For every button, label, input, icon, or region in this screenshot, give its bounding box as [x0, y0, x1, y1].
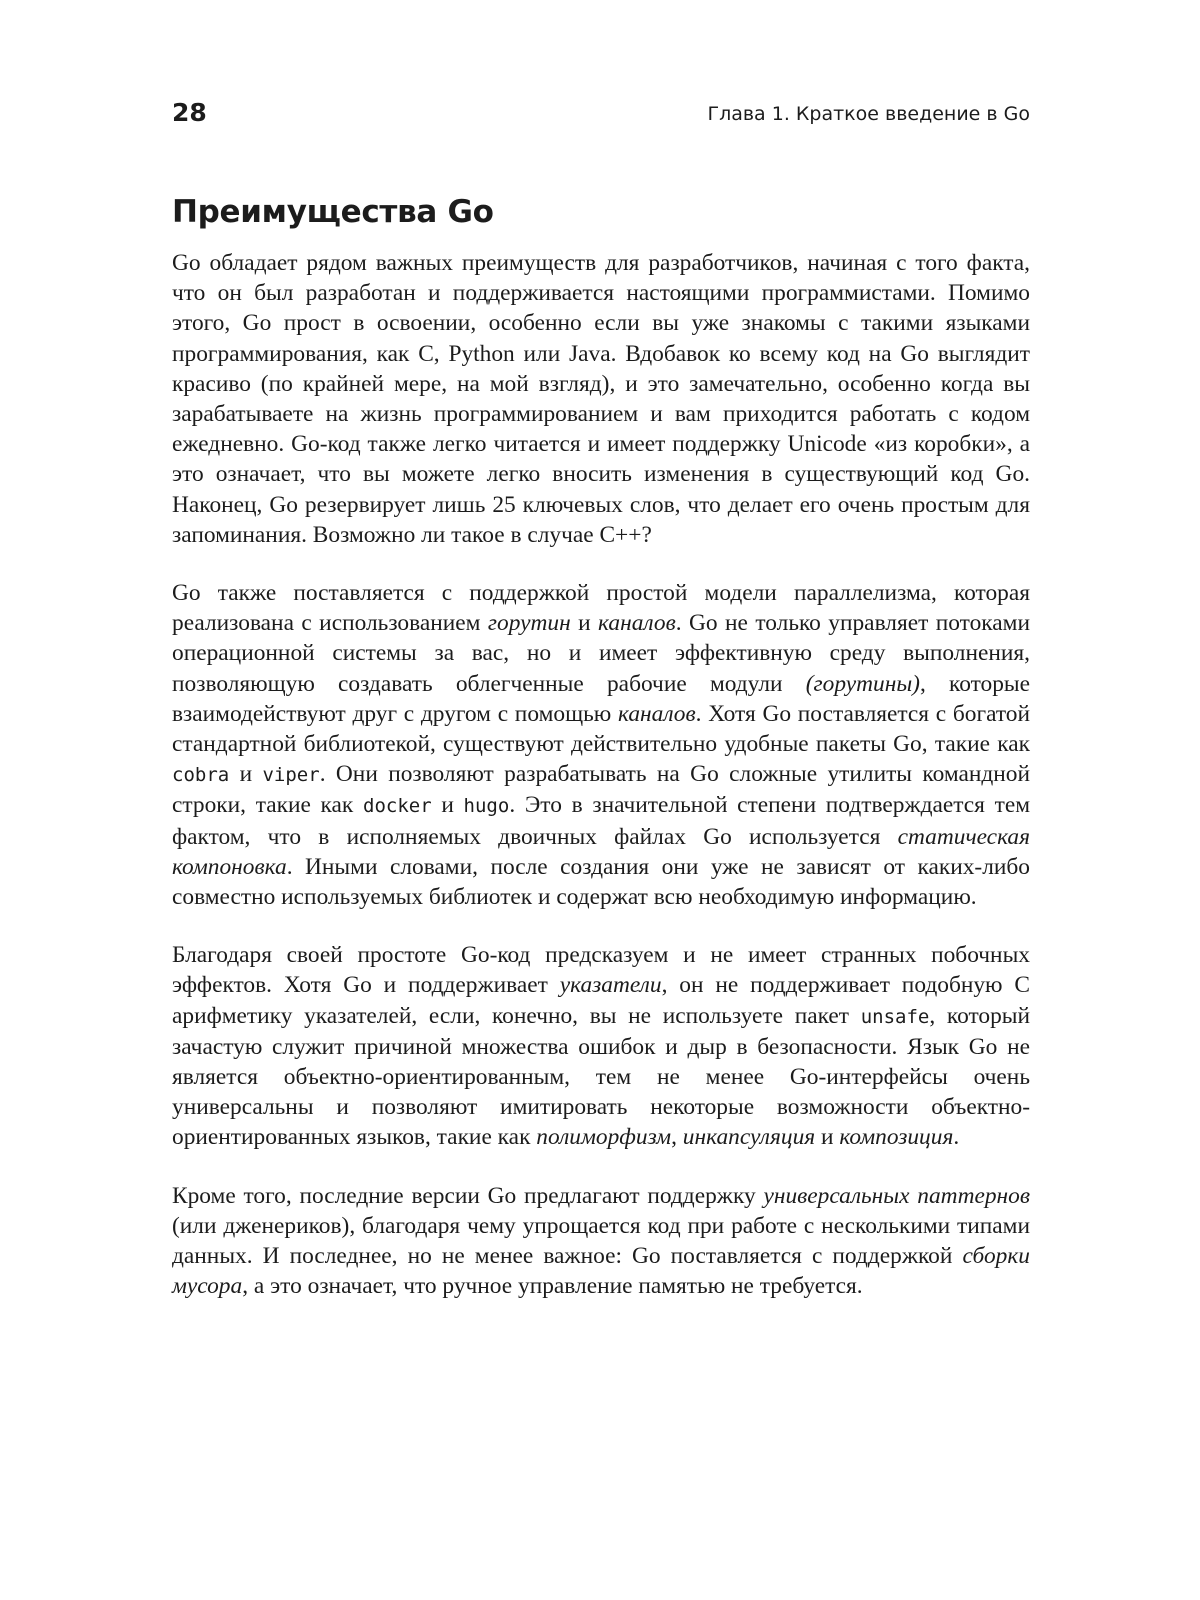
- chapter-title: Глава 1. Краткое введение в Go: [707, 103, 1030, 125]
- code-term: viper: [262, 764, 320, 787]
- text-run: Благодаря своей простоте Go-код предсказуем и не имеет странных побочных эффектов. Хотя Go и поддерживает: [172, 942, 1030, 999]
- italic-term: каналов: [617, 700, 696, 727]
- text-run: .: [953, 1124, 960, 1151]
- italic-term: (горутины): [805, 670, 920, 697]
- paragraph-1: [172, 248, 1030, 550]
- text-run: и: [815, 1124, 840, 1151]
- text-run: . Хотя Go поставляется с богатой стандартной библиотекой, существуют действительно удобные пакеты Go, такие как: [172, 700, 1030, 758]
- paragraph-3: [172, 940, 1030, 1152]
- text-run: . Они позволяют разрабатывать на Go сложные утилиты командной строки, такие как: [172, 761, 1031, 819]
- italic-term: каналов: [598, 610, 676, 637]
- text-run: . Иными словами, после создания они уже не зависят от каких-либо совместно используемых библиотек и содержат всю необходимую информацию.: [172, 853, 1030, 911]
- italic-term: указатели: [559, 972, 662, 999]
- italic-term: универсальных паттернов: [763, 1182, 1030, 1209]
- code-term: hugo: [463, 795, 510, 818]
- italic-term: полиморфизм: [536, 1124, 672, 1151]
- italic-term: композиция: [839, 1124, 954, 1151]
- italic-term: инкапсуляция: [682, 1124, 816, 1151]
- text-run: и: [570, 610, 599, 637]
- text-run: Go также поставляется с поддержкой простой модели параллелизма, которая реализована с использованием: [172, 580, 1030, 637]
- text-run: , он не поддерживает подобную C арифметику указателей, если, конечно, вы не используете пакет: [172, 972, 1030, 1029]
- text-run: и: [431, 792, 464, 819]
- running-header: [172, 98, 1030, 138]
- paragraph-2: [172, 578, 1030, 912]
- section-heading: Преимущества Go: [172, 194, 494, 230]
- italic-term: горутин: [487, 610, 571, 637]
- code-term: cobra: [172, 764, 230, 787]
- text-run: ,: [671, 1124, 683, 1151]
- italic-term: сборки мусора: [172, 1243, 1030, 1300]
- paragraph-4: [172, 1181, 1030, 1302]
- italic-term: статическая компоновка: [172, 823, 1030, 880]
- code-term: docker: [363, 795, 432, 818]
- text-run: , который зачастую служит причиной множества ошибок и дыр в безопасности. Язык Go не является объектно-ориентированным, тем не менее Go-интерфейсы очень универсальны и позволяют имитировать некоторые возможности объектно-ориентированных языков, такие как: [172, 1002, 1031, 1151]
- code-term: unsafe: [860, 1005, 930, 1028]
- text-run: , а это означает, что ручное управление памятью не требуется.: [242, 1273, 863, 1300]
- text-run: . Это в значительной степени подтверждается тем фактом, что в исполняемых двоичных файлах Go используется: [172, 792, 1030, 850]
- text-run: Go обладает рядом важных преимуществ для разработчиков, начиная с того факта, что он был разработан и поддерживается настоящими программистами. Помимо этого, Go прост в освоении, особенно если вы уже знакомы с такими языками программирования, как C, Python или Java. Вдобавок ко всему код на Go выглядит красиво (по крайней мере, на мой взгляд), и это замечательно, особенно когда вы зарабатываете на жизнь программированием и вам приходится работать с кодом ежедневно. Go-код также легко читается и имеет поддержку Unicode «из коробки», а это означает, что вы можете легко вносить изменения в существующий код Go. Наконец, Go резервирует лишь 25 ключевых слов, что делает его очень простым для запоминания. Возможно ли такое в случае C++?: [172, 250, 1030, 548]
- text-run: , которые взаимодействуют друг с другом с помощью: [172, 670, 1030, 727]
- body-text: [172, 248, 1030, 1330]
- text-run: и: [229, 761, 263, 788]
- text-run: Кроме того, последние версии Go предлагают поддержку: [172, 1182, 764, 1209]
- text-run: (или дженериков), благодаря чему упрощается код при работе с несколькими типами данных. И последнее, но не менее важное: Go поставляется с поддержкой: [172, 1212, 1030, 1270]
- page-number: 28: [172, 98, 207, 127]
- text-run: . Go не только управляет потоками операционной системы за вас, но и имеет эффективную среду выполнения, позволяющую создавать облегченные рабочие модули: [172, 610, 1030, 697]
